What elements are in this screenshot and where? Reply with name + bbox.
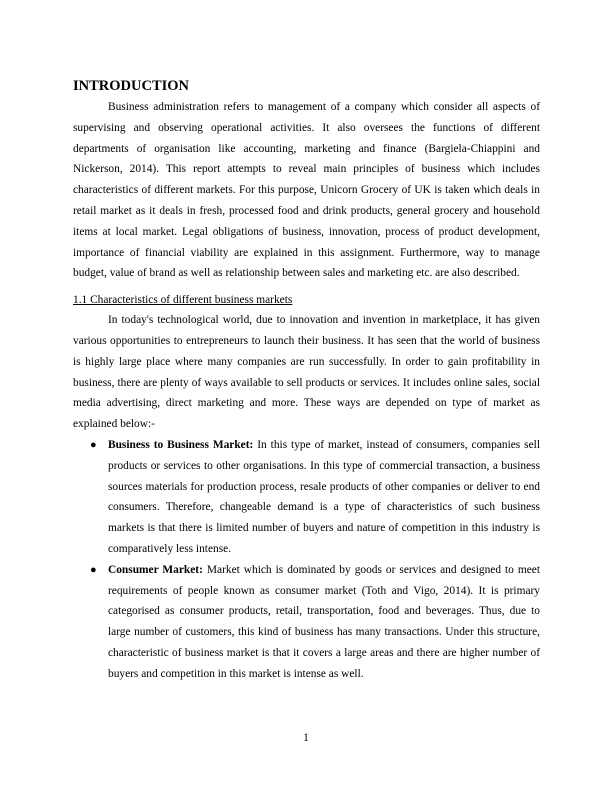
bullet-icon: ●	[90, 563, 97, 576]
bullet-text: In this type of market, instead of consumers, companies sell products or services to other organisations. In this type of commercial transaction, a business sources materials for production process, resale products of other companies or deliver to end consumers. Therefore, changeable demand is a type of characteristics of such business markets is that there is limited number of buyers and nature of competition in this industry is comparatively less intense.	[108, 438, 540, 555]
bullet-text: Market which is dominated by goods or services and designed to meet requirements of people known as consumer market (Toth and Vigo, 2014). It is primary categorised as consumer products, retail, transportation, food and beverages. Thus, due to large number of customers, this kind of business has many transactions. Under this structure, characteristic of business market is that it covers a large areas and there are higher number of buyers and competition in this market is intense as well.	[108, 563, 541, 680]
list-item	[73, 560, 540, 685]
list-item	[73, 435, 540, 560]
bullet-term: Business to Business Market:	[108, 438, 254, 451]
document-page	[73, 76, 540, 685]
bullet-list	[73, 435, 540, 685]
section-title: 1.1 Characteristics of different business markets	[73, 294, 293, 307]
intro-paragraph: Business administration refers to management of a company which consider all aspects of supervising and observing operational activities. It also oversees the functions of different departments of organisation like accounting, marketing and finance (Bargiela-Chiappini and Nickerson, 2014). This report attempts to reveal main principles of business which includes characteristics of different markets. For this purpose, Unicorn Grocery of UK is taken which deals in retail market as it deals in fresh, processed food and drink products, general grocery and household items at local market. Legal obligations of business, innovation, process of product development, importance of financial viability are explained in this assignment. Furthermore, way to manage budget, value of brand as well as relationship between sales and marketing etc. are also described.	[73, 101, 540, 280]
bullet-icon: ●	[90, 438, 97, 451]
page-title: INTRODUCTION	[73, 78, 190, 94]
bullet-term: Consumer Market:	[108, 563, 203, 576]
page-number: 1	[303, 732, 309, 744]
section-paragraph: In today's technological world, due to innovation and invention in marketplace, it has given various opportunities to entrepreneurs to launch their business. It has seen that the world of business is highly large place where many companies are run successfully. In order to gain profitability in business, there are plenty of ways available to sell products or services. It includes online sales, social media advertising, direct marketing and more. These ways are depended on type of market as explained below:-	[73, 314, 540, 431]
